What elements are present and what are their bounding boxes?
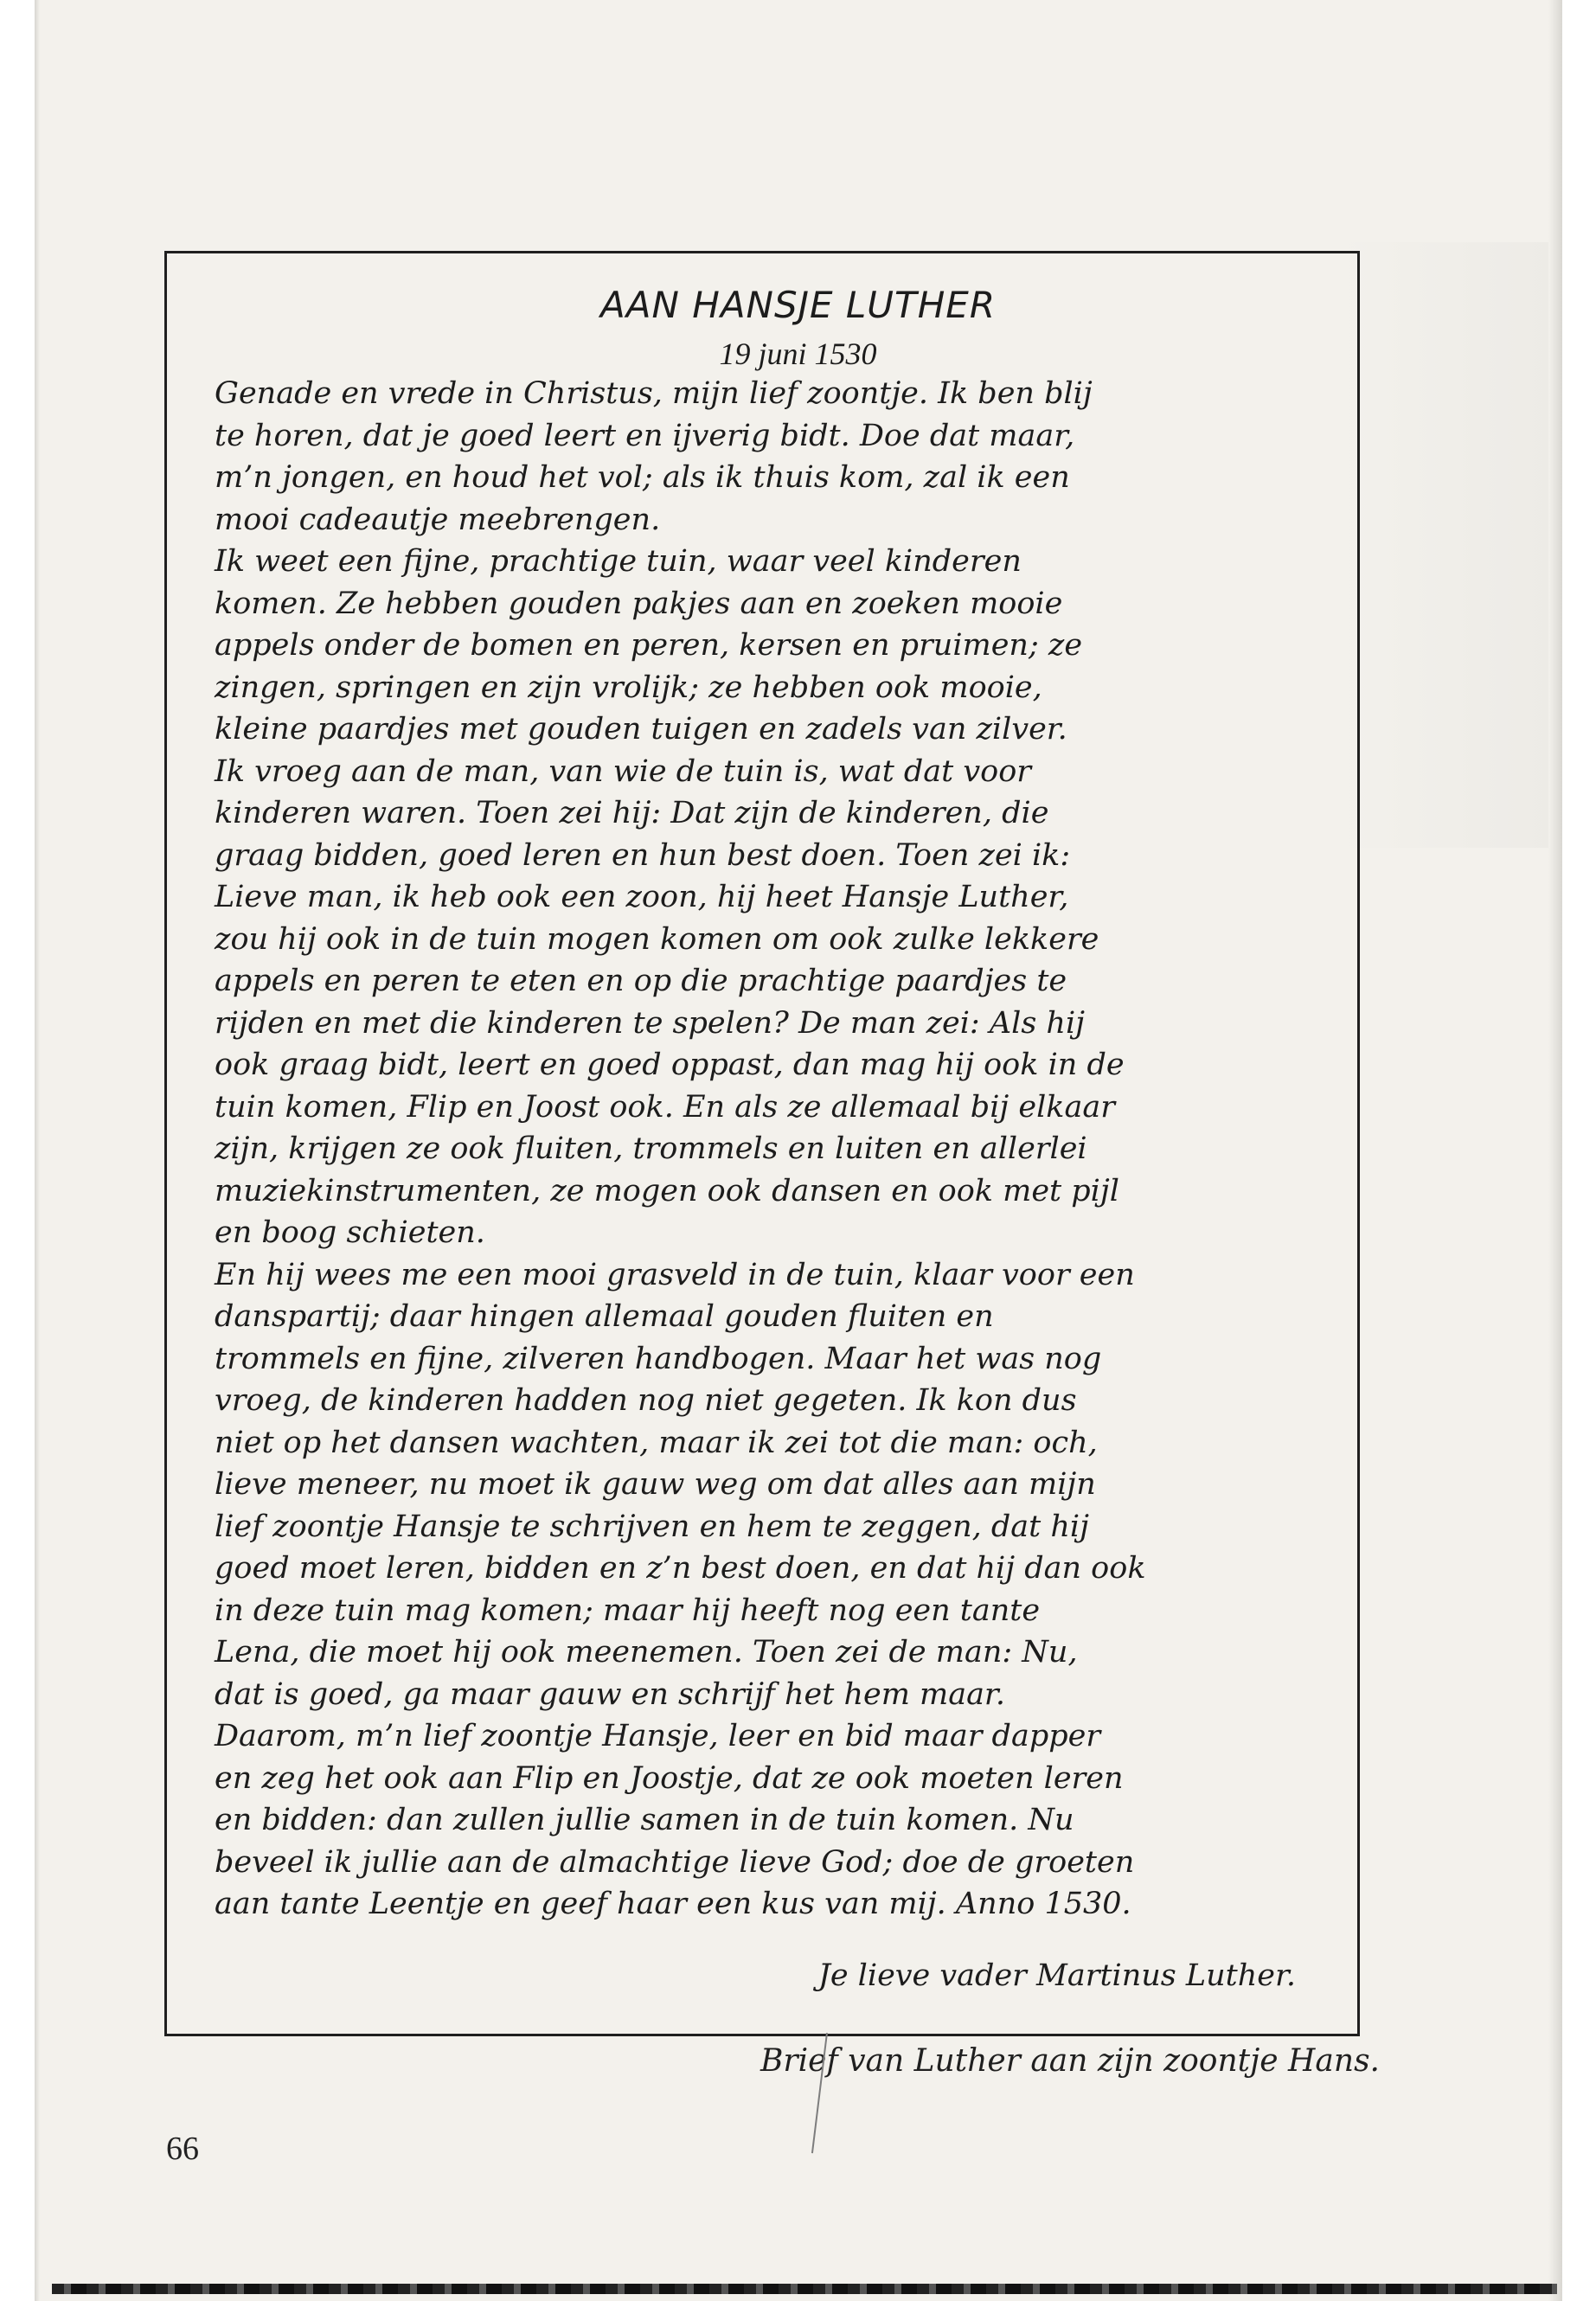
letter-line: aan tante Leentje en geef haar een kus van mij. Anno 1530.: [215, 1887, 1131, 1921]
letter-line: Lieve man, ik heb ook een zoon, hij heet Hansje Luther,: [215, 880, 1069, 914]
letter-line: zijn, krijgen ze ook fluiten, trommels en luiten en allerlei: [215, 1131, 1087, 1166]
letter-line: trommels en fijne, zilveren handbogen. Maar het was nog: [215, 1342, 1102, 1376]
letter-line: Lena, die moet hij ook meenemen. Toen zei de man: Nu,: [215, 1635, 1078, 1670]
letter-line: En hij wees me een mooi grasveld in de tuin, klaar voor een: [215, 1258, 1135, 1292]
letter-line: in deze tuin mag komen; maar hij heeft nog een tante: [215, 1593, 1041, 1628]
letter-line: Genade en vrede in Christus, mijn lief zoontje. Ik ben blij: [215, 376, 1093, 411]
letter-line: zingen, springen en zijn vrolijk; ze hebben ook mooie,: [215, 670, 1042, 705]
letter-line: goed moet leren, bidden en z’n best doen, en dat hij dan ook: [215, 1551, 1146, 1586]
show-through-shadow: [1341, 242, 1548, 848]
letter-line: ook graag bidt, leert en goed oppast, dan mag hij ook in de: [215, 1048, 1125, 1082]
letter-line: m’n jongen, en houd het vol; als ik thuis kom, zal ik een: [215, 460, 1070, 495]
letter-line: en zeg het ook aan Flip en Joostje, dat ze ook moeten leren: [215, 1761, 1124, 1796]
letter-line: kinderen waren. Toen zei hij: Dat zijn de kinderen, die: [215, 796, 1049, 830]
letter-line: zou hij ook in de tuin mogen komen om ook zulke lekkere: [215, 922, 1099, 957]
letter-line: appels en peren te eten en op die prachtige paardjes te: [215, 964, 1067, 998]
letter-line: rijden en met die kinderen te spelen? De man zei: Als hij: [215, 1006, 1085, 1041]
letter-line: dat is goed, ga maar gauw en schrijf het hem maar.: [215, 1677, 1005, 1712]
letter-line: Ik weet een fijne, prachtige tuin, waar veel kinderen: [215, 544, 1022, 579]
page-number: 66: [166, 2131, 199, 2167]
letter-date: 19 juni 1530: [719, 336, 877, 371]
letter-line: lieve meneer, nu moet ik gauw weg om dat alles aan mijn: [215, 1467, 1096, 1502]
letter-line: lief zoontje Hansje te schrijven en hem te zeggen, dat hij: [215, 1509, 1089, 1544]
letter-line: te horen, dat je goed leert en ijverig bidt. Doe dat maar,: [215, 419, 1075, 453]
letter-line: vroeg, de kinderen hadden nog niet gegeten. Ik kon dus: [215, 1383, 1077, 1418]
letter-line: beveel ik jullie aan de almachtige lieve God; doe de groeten: [215, 1845, 1135, 1880]
letter-line: komen. Ze hebben gouden pakjes aan en zoeken mooie: [215, 586, 1063, 621]
letter-line: appels onder de bomen en peren, kersen en pruimen; ze: [215, 628, 1083, 663]
letter-title: AAN HANSJE LUTHER: [600, 284, 996, 326]
letter-signature: Je lieve vader Martinus Luther.: [817, 1958, 1296, 1993]
letter-line: danspartij; daar hingen allemaal gouden fluiten en: [215, 1299, 994, 1334]
letter-line: Daarom, m’n lief zoontje Hansje, leer en bid maar dapper: [215, 1719, 1101, 1753]
scan-edge-band: [52, 2284, 1557, 2294]
letter-line: mooi cadeautje meebrengen.: [215, 503, 661, 537]
letter-line: en bidden: dan zullen jullie samen in de tuin komen. Nu: [215, 1803, 1074, 1837]
figure-caption: Brief van Luther aan zijn zoontje Hans.: [760, 2043, 1380, 2079]
letter-line: muziekinstrumenten, ze mogen ook dansen en ook met pijl: [215, 1174, 1119, 1208]
letter-line: graag bidden, goed leren en hun best doen. Toen zei ik:: [215, 838, 1071, 873]
letter-line: niet op het dansen wachten, maar ik zei tot die man: och,: [215, 1426, 1098, 1460]
letter-line: kleine paardjes met gouden tuigen en zadels van zilver.: [215, 712, 1067, 747]
letter-line: en boog schieten.: [215, 1215, 485, 1250]
letter-line: Ik vroeg aan de man, van wie de tuin is, wat dat voor: [215, 754, 1032, 789]
letter-line: tuin komen, Flip en Joost ook. En als ze allemaal bij elkaar: [215, 1090, 1115, 1125]
